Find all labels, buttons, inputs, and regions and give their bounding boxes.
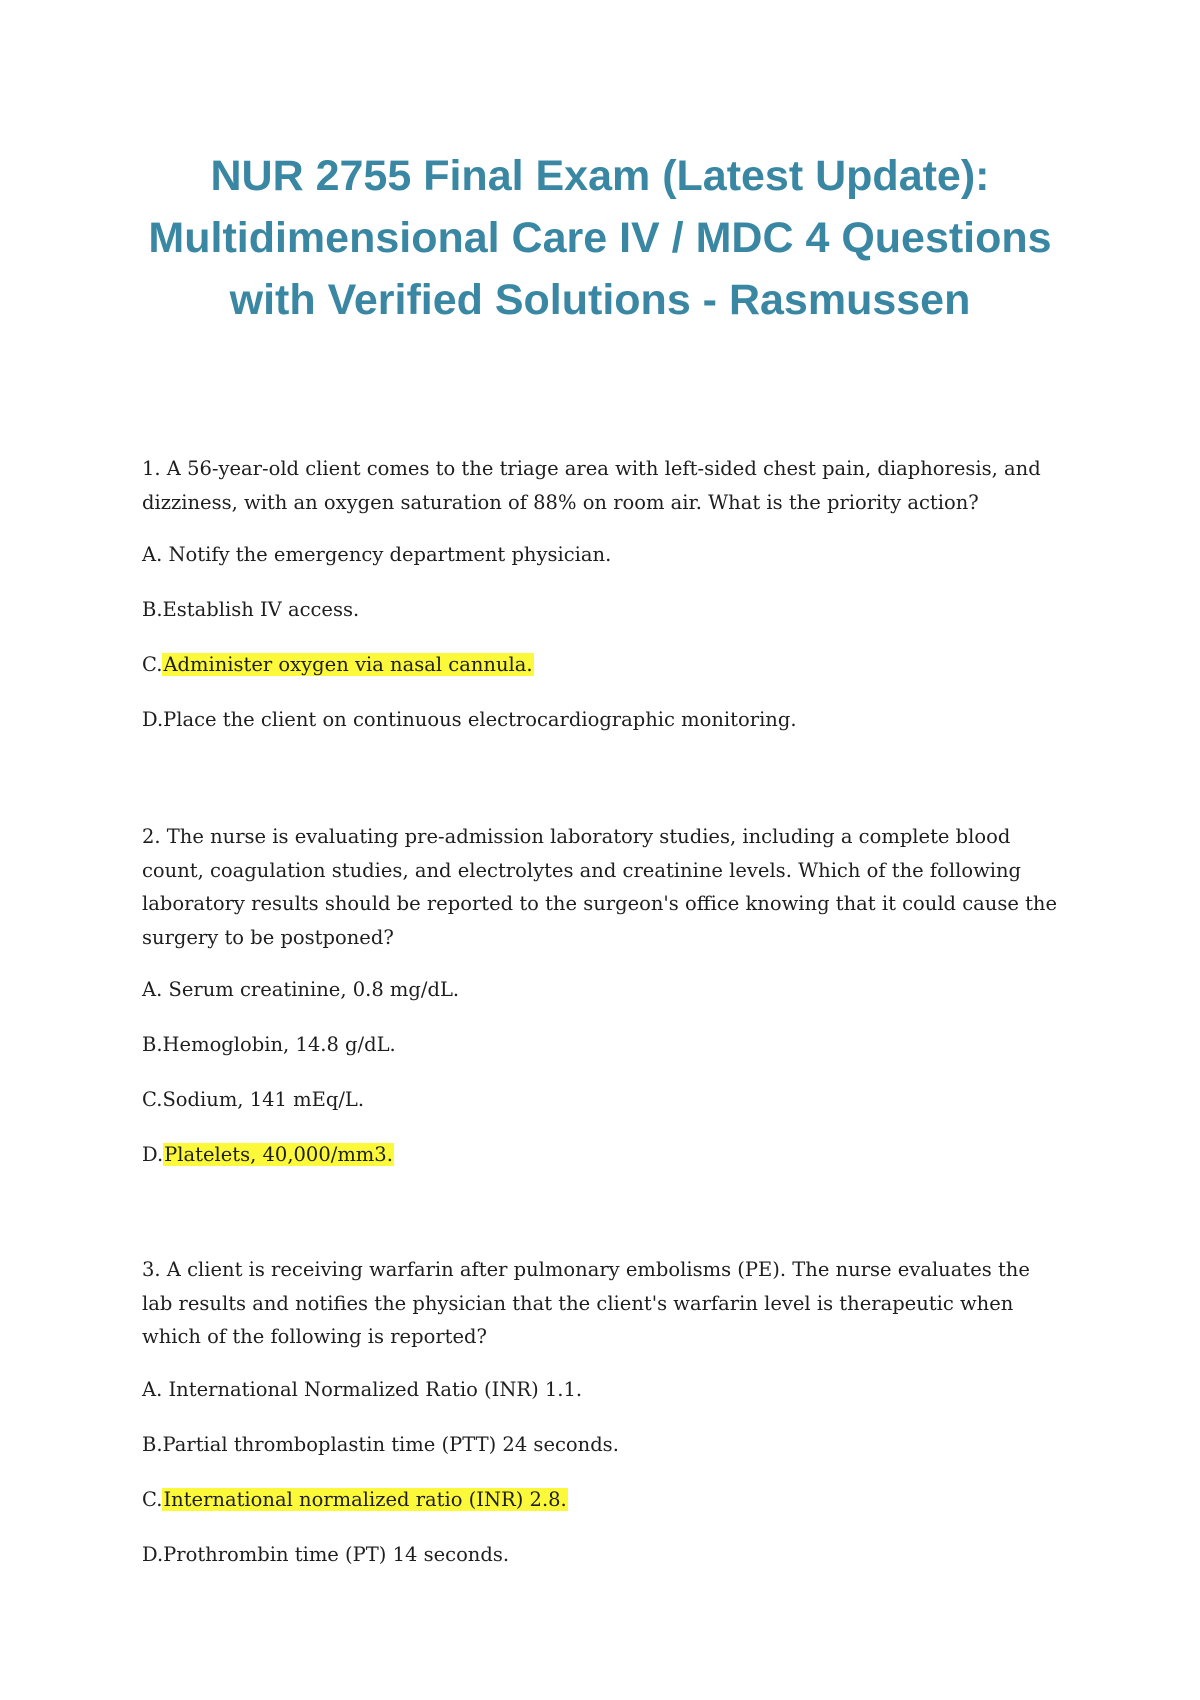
document-title bbox=[100, 145, 1100, 331]
option-letter: C. bbox=[142, 653, 163, 676]
highlighted-answer: Administer oxygen via nasal cannula. bbox=[163, 653, 533, 676]
answer-option-c-correct bbox=[142, 651, 1062, 679]
option-text: Partial thromboplastin time (PTT) 24 seconds. bbox=[162, 1432, 619, 1456]
option-letter: B. bbox=[142, 598, 163, 621]
answer-option-a bbox=[142, 541, 1062, 569]
option-letter: D. bbox=[142, 1143, 164, 1166]
answer-option-a bbox=[142, 976, 1062, 1004]
option-letter: A. bbox=[142, 543, 163, 566]
option-text: Notify the emergency department physician. bbox=[168, 543, 612, 566]
option-letter: D. bbox=[142, 708, 164, 731]
answer-option-b bbox=[142, 596, 1062, 624]
option-text: Place the client on continuous electrocardiographic monitoring. bbox=[163, 708, 797, 731]
answer-option-d bbox=[142, 706, 1062, 734]
option-letter: C. bbox=[142, 1487, 163, 1511]
option-letter: C. bbox=[142, 1088, 163, 1111]
option-text: Establish IV access. bbox=[162, 598, 360, 621]
answer-option-d-correct bbox=[142, 1141, 1062, 1169]
option-text: Hemoglobin, 14.8 g/dL. bbox=[162, 1033, 396, 1056]
option-letter: A. bbox=[142, 978, 163, 1001]
option-letter: D. bbox=[142, 1542, 164, 1566]
option-text: Sodium, 141 mEq/L. bbox=[162, 1088, 365, 1111]
question-1 bbox=[142, 452, 1062, 734]
option-text: Prothrombin time (PT) 14 seconds. bbox=[163, 1542, 510, 1566]
title-line: NUR 2755 Final Exam (Latest Update): bbox=[210, 152, 990, 200]
answer-option-a bbox=[142, 1376, 1062, 1404]
option-letter: B. bbox=[142, 1033, 163, 1056]
question-3 bbox=[142, 1253, 1062, 1569]
question-stem: 3. A client is receiving warfarin after pulmonary embolisms (PE). The nurse evaluates the lab results and notifies the physician that the client's warfarin level is therapeutic when which of the following is reported? bbox=[142, 1258, 1030, 1348]
highlighted-answer: International normalized ratio (INR) 2.8. bbox=[163, 1487, 567, 1511]
answer-option-b bbox=[142, 1031, 1062, 1059]
question-2 bbox=[142, 820, 1062, 1169]
title-line: with Verified Solutions - Rasmussen bbox=[229, 276, 971, 324]
answer-option-c bbox=[142, 1086, 1062, 1114]
highlighted-answer: Platelets, 40,000/mm3. bbox=[164, 1143, 393, 1166]
answer-option-d bbox=[142, 1541, 1062, 1569]
question-stem: 2. The nurse is evaluating pre-admission laboratory studies, including a complete blood count, coagulation studies, and electrolytes and creatinine levels. Which of the following laboratory results should be reported to the surgeon's office knowing that it could cause the surgery to be postponed? bbox=[142, 825, 1058, 949]
option-letter: B. bbox=[142, 1432, 163, 1456]
option-letter: A. bbox=[142, 1377, 163, 1401]
option-text: International Normalized Ratio (INR) 1.1. bbox=[168, 1377, 583, 1401]
answer-option-c-correct bbox=[142, 1486, 1062, 1514]
option-text: Serum creatinine, 0.8 mg/dL. bbox=[168, 978, 460, 1001]
title-line: Multidimensional Care IV / MDC 4 Questions bbox=[148, 214, 1052, 262]
question-stem: 1. A 56-year-old client comes to the triage area with left-sided chest pain, diaphoresis, and dizziness, with an oxygen saturation of 88% on room air. What is the priority action? bbox=[142, 457, 1041, 514]
answer-option-b bbox=[142, 1431, 1062, 1459]
